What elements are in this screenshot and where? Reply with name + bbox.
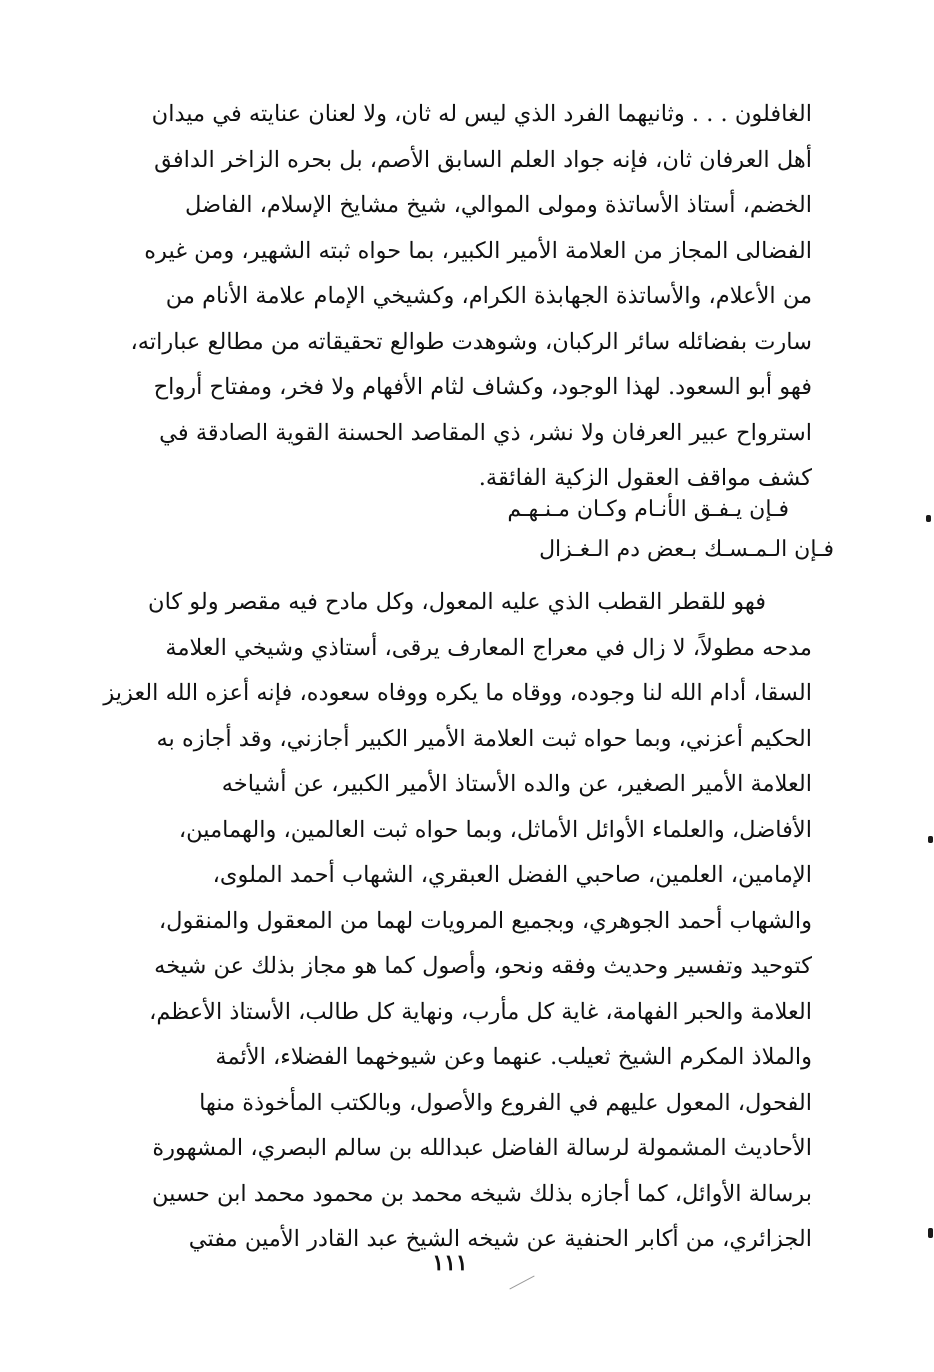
text-line: أهل العرفان ثان، فإنه جواد العلم السابق الأصم، بل بحره الزاخر الدافق bbox=[154, 146, 812, 173]
text-line: الخضم، أستاذ الأساتذة ومولى الموالي، شيخ مشايخ الإسلام، الفاضل bbox=[184, 192, 812, 218]
text-line: مدحه مطولاً، لا زال في معراج المعارف يرقى، أستاذي وشيخي العلامة bbox=[165, 634, 812, 661]
paragraph-1 bbox=[100, 92, 812, 502]
text-line: الغافلون . . . وثانيهما الفرد الذي ليس له ثان، ولا لعنان عنايته في ميدان bbox=[151, 101, 812, 127]
text-line: العلامة الأمير الصغير، عن والده الأستاذ الأمير الكبير، عن أشياخه bbox=[221, 771, 812, 797]
text-line: السقا، أدام الله لنا وجوده، ووقاه ما يكره ووفاه سعوده، فإنه أعزه الله العزيز bbox=[103, 680, 812, 706]
margin-dot bbox=[928, 1228, 933, 1238]
text-line: فهو للقطر القطب الذي عليه المعول، وكل مادح فيه مقصر ولو كان bbox=[148, 589, 766, 615]
margin-dot bbox=[928, 836, 933, 843]
margin-dot bbox=[926, 515, 931, 522]
page-number: ١١١ bbox=[432, 1250, 468, 1276]
text-line: الفحول، المعول عليهم في الفروع والأصول، وبالكتب المأخوذة منها bbox=[199, 1089, 812, 1116]
text-line: كشف مواقف العقول الزكية الفائقة. bbox=[478, 465, 812, 491]
text-line: استرواح عبير العرفان ولا نشر، ذي المقاصد الحسنة القوية الصادقة في bbox=[159, 419, 812, 446]
text-line: برسالة الأوائل، كما أجازه بذلك شيخه محمد بن محمود محمد ابن حسين bbox=[151, 1180, 812, 1207]
text-line: والشهاب أحمد الجوهري، وبجميع المرويات لهما من المعقول والمنقول، bbox=[158, 907, 812, 934]
scan-mark bbox=[509, 1275, 534, 1289]
text-line: الأفاضل، والعلماء الأوائل الأماثل، وبما حواه ثبت العالمين، والهمامين، bbox=[178, 816, 812, 843]
text-line: سارت بفضائله سائر الركبان، وشوهدت طوالع تحقيقاته من مطالع عباراته، bbox=[130, 328, 812, 355]
text-line: كتوحيد وتفسير وحديث وفقه ونحو، وأصول كما هو مجاز بذلك عن شيخه bbox=[154, 953, 812, 979]
text-line: الفضالى المجاز من العلامة الأمير الكبير، بما حواه ثبته الشهير، ومن غيره bbox=[144, 237, 812, 264]
text-line: من الأعلام، والأساتذة الجهابذة الكرام، وكشيخي الإمام علامة الأنام من bbox=[165, 283, 812, 309]
text-line: الأحاديث المشمولة لرسالة الفاضل عبدالله بن سالم البصري، المشهورة bbox=[152, 1135, 812, 1161]
verse-line-1: فـإن يـفـق الأنـام وكـان مـنـهـم bbox=[507, 497, 789, 522]
text-line: الإمامين، العلمين، صاحبي الفضل العبقري، الشهاب أحمد الملوى، bbox=[212, 862, 812, 888]
paragraph-2 bbox=[100, 580, 812, 1263]
text-line: فهو أبو السعود. لهذا الوجود، وكشاف لثام الأفهام ولا فخر، ومفتاح أرواح bbox=[153, 374, 812, 400]
verse-line-2: فـإن الـمـسـك بـعض دم الـغـزال bbox=[539, 537, 834, 562]
text-line: الجزائري، من أكابر الحنفية عن شيخه الشيخ عبد القادر الأمين مفتي bbox=[188, 1226, 812, 1252]
text-line: والملاذ المكرم الشيخ ثعيلب. عنهما وعن شيوخهما الفضلاء، الأئمة bbox=[215, 1044, 812, 1070]
text-line: العلامة والحبر الفهامة، غاية كل مأرب، ونهاية كل طالب، الأستاذ الأعظم، bbox=[149, 998, 812, 1025]
text-line: الحكيم أعزني، وبما حواه ثبت العلامة الأمير الكبير أجازني، وقد أجازه به bbox=[156, 725, 812, 752]
